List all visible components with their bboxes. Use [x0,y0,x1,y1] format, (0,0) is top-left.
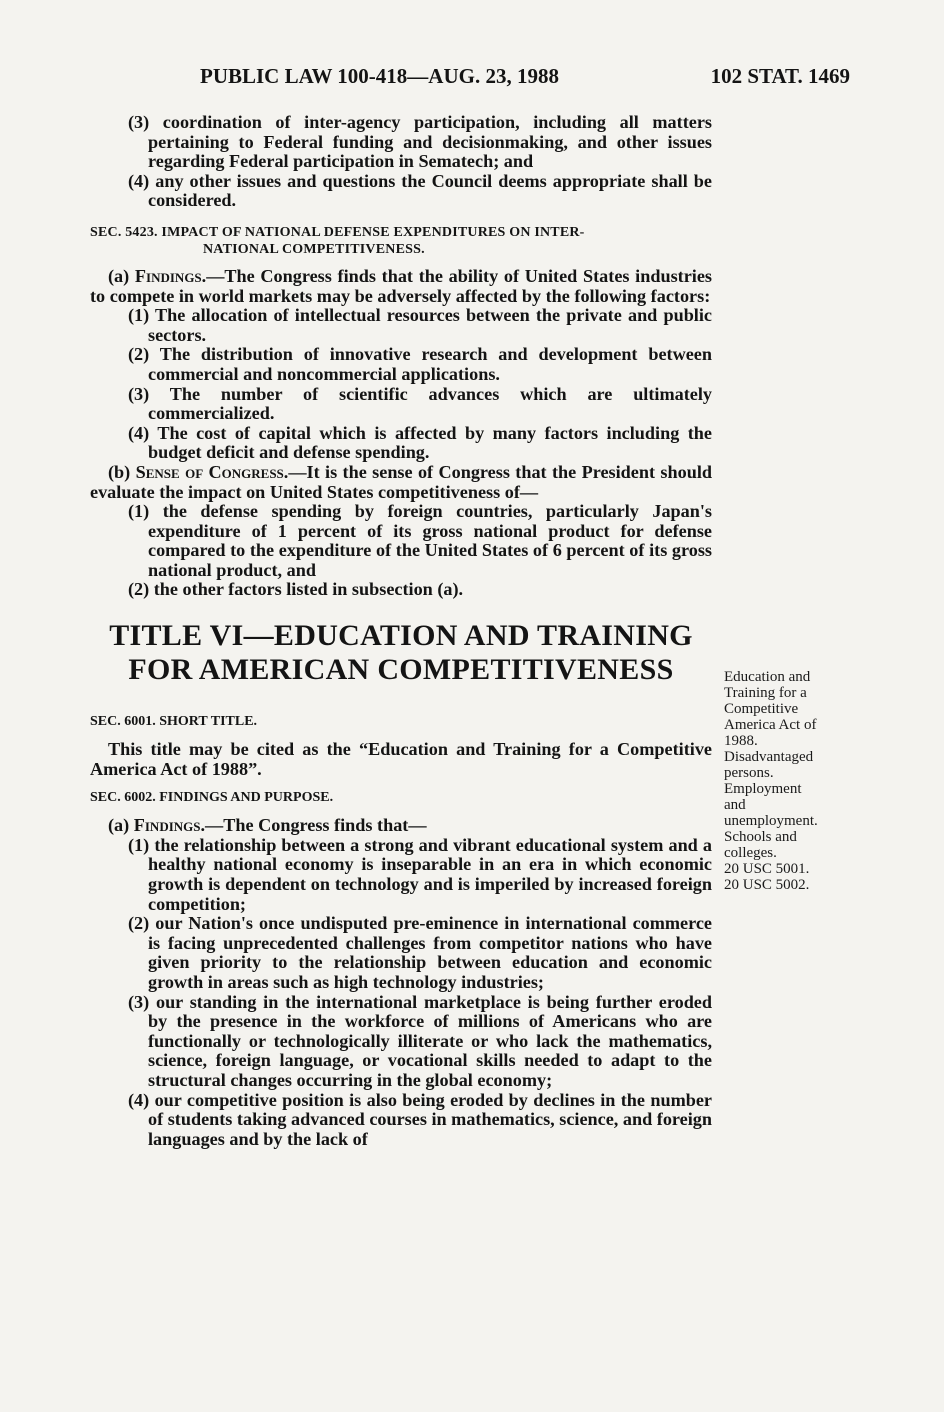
title-vi-heading [90,619,712,687]
subsection-text: .—The Congress finds that— [200,815,427,836]
margin-note: 20 USC 5002. [724,877,810,893]
subsection-caption: Sense of Congress [135,461,284,482]
title-line1: TITLE VI—EDUCATION AND TRAINING [109,619,693,653]
paragraph-6002-a4: (4) our competitive position is also being eroded by declines in the number of students taking advanced courses in mathematics, science, and foreign languages and by the lack of [128,1089,712,1149]
subsection-label: (a) [108,265,135,286]
margin-note: persons. [724,765,774,781]
paragraph-6002-a1: (1) the relationship between a strong and vibrant educational system and a healthy national economy is inseparable in an era in which economic growth is dependent on technology and is imperiled by increased foreign competition; [128,834,712,914]
margin-note: Competitive [724,701,799,717]
margin-note: 1988. [724,733,758,749]
section-heading-line1: SEC. 5423. IMPACT OF NATIONAL DEFENSE EXPENDITURES ON INTER- [90,224,585,240]
section-6001-text: This title may be cited as the “Education and Training for a Competitive America Act of 1988”. [90,739,712,779]
margin-note: Employment [724,781,802,797]
paragraph-6002-a2: (2) our Nation's once undisputed pre-eminence in international commerce is facing unprecedented challenges from competitor nations who have given priority to the relationship between education and economic growth in areas such as high technology industries; [128,913,712,992]
margin-note: and [724,797,746,813]
main-text [90,113,712,1149]
subsection-label: (a) [108,815,134,836]
paragraph-a3: (3) The number of scientific advances which are ultimately commercialized. [128,383,712,424]
paragraph-b1: (1) the defense spending by foreign countries, particularly Japan's expenditure of 1 percent of its gross national product for defense compared to the expenditure of the United States of 6 percent of its gross national product, and [128,501,712,580]
subsection-6002-a [90,816,712,836]
subsection-label: (b) [108,461,136,482]
subsection-text: .—The Congress finds that the ability of United States industries to compete in world markets may be adversely affected by the following factors: [90,265,712,306]
paragraph-a1: (1) The allocation of intellectual resources between the private and public sectors. [128,305,712,345]
paragraph-b2: (2) the other factors listed in subsection (a). [128,579,464,600]
paragraph-6002-a3: (3) our standing in the international marketplace is being further eroded by the presence in the workforce of millions of Americans who are functionally or technologically illiterate or who lack the mathematics, science, foreign language, or vocational skills needed to adapt to the structural changes occurring in the global economy; [128,991,712,1090]
section-6001-heading: SEC. 6001. SHORT TITLE. [90,714,258,730]
header-page-ref: 102 STAT. 1469 [710,64,850,88]
paragraph-a4: (4) The cost of capital which is affected by many factors including the budget deficit and defense spending. [128,422,712,463]
paragraph-a2: (2) The distribution of innovative research and development between commercial and noncommercial applications. [128,344,712,384]
paragraph-item-3: (3) coordination of inter-agency participation, including all matters pertaining to Federal funding and decisionmaking, and other issues regarding Federal participation in Sematech; and [128,112,712,172]
margin-note: Training for a [724,685,807,701]
subsection-a-findings [90,267,712,306]
subsection-caption: Findings [134,265,202,286]
margin-note: Disadvantaged [724,749,814,765]
title-line2: FOR AMERICAN COMPETITIVENESS [128,653,674,687]
page-header [90,64,850,94]
header-title: PUBLIC LAW 100-418—AUG. 23, 1988 [200,64,559,88]
paragraph-item-4: (4) any other issues and questions the Council deems appropriate shall be considered. [128,170,712,211]
section-6002-heading: SEC. 6002. FINDINGS AND PURPOSE. [90,790,334,806]
margin-note: Schools and [724,829,797,845]
margin-note: 20 USC 5001. [724,861,810,877]
subsection-b-sense [90,463,712,502]
subsection-caption: Findings [133,815,201,836]
margin-note: Education and [724,669,811,685]
section-heading-line2: NATIONAL COMPETITIVENESS. [203,241,425,257]
margin-note: America Act of [724,717,817,733]
margin-notes [724,669,854,893]
subsection-text: .—It is the sense of Congress that the President should evaluate the impact on United States competitiveness of— [90,461,712,502]
section-5423-heading [90,224,712,258]
margin-note: unemployment. [724,813,818,829]
margin-note: colleges. [724,845,777,861]
